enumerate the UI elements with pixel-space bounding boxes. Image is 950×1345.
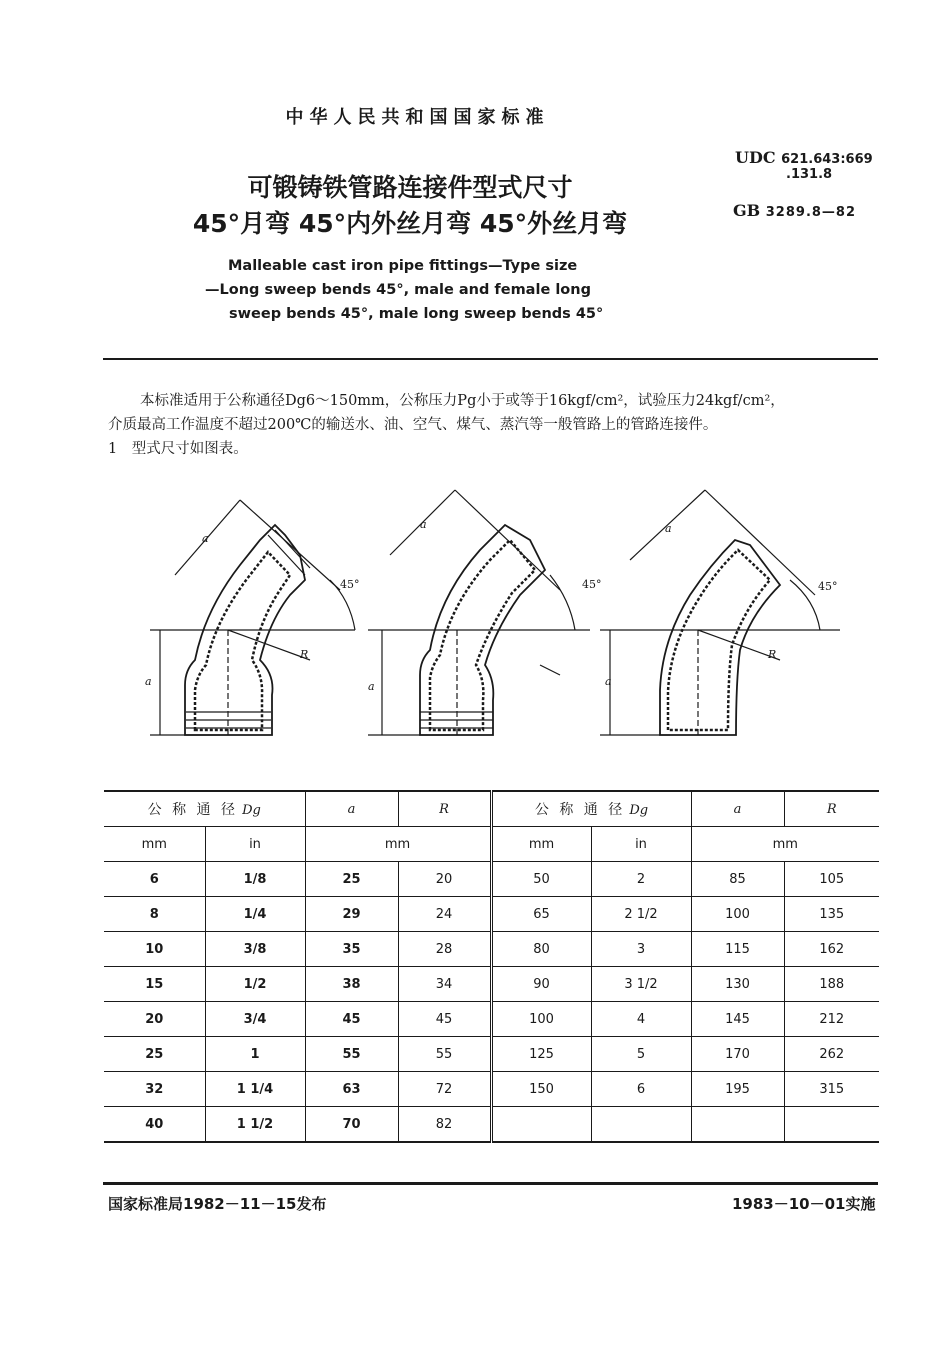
unit-mm-right: mm <box>491 827 591 862</box>
table-row: 15 1/2 38 34 90 3 1/2 130 188 <box>104 967 879 1002</box>
unit-mm-left: mm <box>104 827 205 862</box>
table-row: 40 1 1/2 70 82 <box>104 1107 879 1143</box>
fitting-45-male-bend <box>610 490 820 735</box>
table-row: 10 3/8 35 28 80 3 115 162 <box>104 932 879 967</box>
udc-code: 621.643:669 <box>781 152 873 167</box>
table-row: 25 1 55 55 125 5 170 262 <box>104 1037 879 1072</box>
gb-label: GB <box>733 201 761 220</box>
unit-in-right: in <box>591 827 691 862</box>
header-divider <box>103 358 878 360</box>
fittings-drawing <box>100 480 890 770</box>
scope-paragraph-line1: 本标准适用于公称通径Dg6～150mm，公称压力Pg小于或等于16kgf/cm²，试验压力24kgf/cm²， <box>140 393 785 409</box>
effective-date: 1983－10－01实施 <box>732 1195 876 1213</box>
table-row: 20 3/4 45 45 100 4 145 212 <box>104 1002 879 1037</box>
header-nominal-diameter-right: 公 称 通 径 Dg <box>491 791 691 827</box>
header-a-left: a <box>305 791 398 827</box>
fig2-angle: 45° <box>582 578 602 591</box>
udc-label: UDC <box>735 148 776 167</box>
footer-divider <box>103 1182 878 1185</box>
title-cn-line1: 可锻铸铁管路连接件型式尺寸 <box>247 173 573 202</box>
fig3-dim-a-vertical: a <box>605 675 612 688</box>
scope-paragraph-line2: 介质最高工作温度不超过200℃的输送水、油、空气、煤气、蒸汽等一般管路上的管路连接件。 <box>108 417 718 433</box>
fig3-angle: 45° <box>818 580 838 593</box>
gb-number <box>733 201 856 220</box>
fig1-angle: 45° <box>340 578 360 591</box>
table-row: 8 1/4 29 24 65 2 1/2 100 135 <box>104 897 879 932</box>
header-r-right: R <box>784 791 879 827</box>
unit-in-left: in <box>205 827 305 862</box>
table-row: 32 1 1/4 63 72 150 6 195 315 <box>104 1072 879 1107</box>
title-en-line2: —Long sweep bends 45°, male and female long <box>205 282 591 298</box>
issue-date: 国家标准局1982－11－15发布 <box>108 1195 327 1213</box>
fig3-dim-a: a <box>665 522 672 535</box>
fitting-45-bend <box>160 500 355 735</box>
udc-code-continued: .131.8 <box>786 167 833 182</box>
header-a-right: a <box>691 791 784 827</box>
table-body <box>104 862 879 1143</box>
header-r-left: R <box>398 791 491 827</box>
gb-code: 3289.8—82 <box>765 205 857 220</box>
title-cn-line2: 45°月弯 45°内外丝月弯 45°外丝月弯 <box>192 209 628 238</box>
title-en-line1: Malleable cast iron pipe fittings—Type size <box>228 258 578 274</box>
fig2-dim-a: a <box>420 518 427 531</box>
table-row: 6 1/8 25 20 50 2 85 105 <box>104 862 879 897</box>
fig1-dim-a: a <box>202 532 209 545</box>
fig2-dim-a-vertical: a <box>368 680 375 693</box>
fig3-radius: R <box>768 648 777 661</box>
fig1-dim-a-vertical: a <box>145 675 152 688</box>
header-nominal-diameter-left: 公 称 通 径 Dg <box>104 791 305 827</box>
fitting-45-male-female-bend <box>382 490 575 735</box>
section-1-heading: 1 型式尺寸如图表。 <box>108 441 248 457</box>
standard-org-heading: 中华人民共和国国家标准 <box>285 107 550 128</box>
fig1-radius: R <box>300 648 309 661</box>
udc-number <box>735 148 873 167</box>
dimensions-table <box>104 790 879 1143</box>
unit-mm-right-dims: mm <box>691 827 879 862</box>
title-en-line3: sweep bends 45°, male long sweep bends 45° <box>229 306 604 322</box>
unit-mm-left-dims: mm <box>305 827 491 862</box>
